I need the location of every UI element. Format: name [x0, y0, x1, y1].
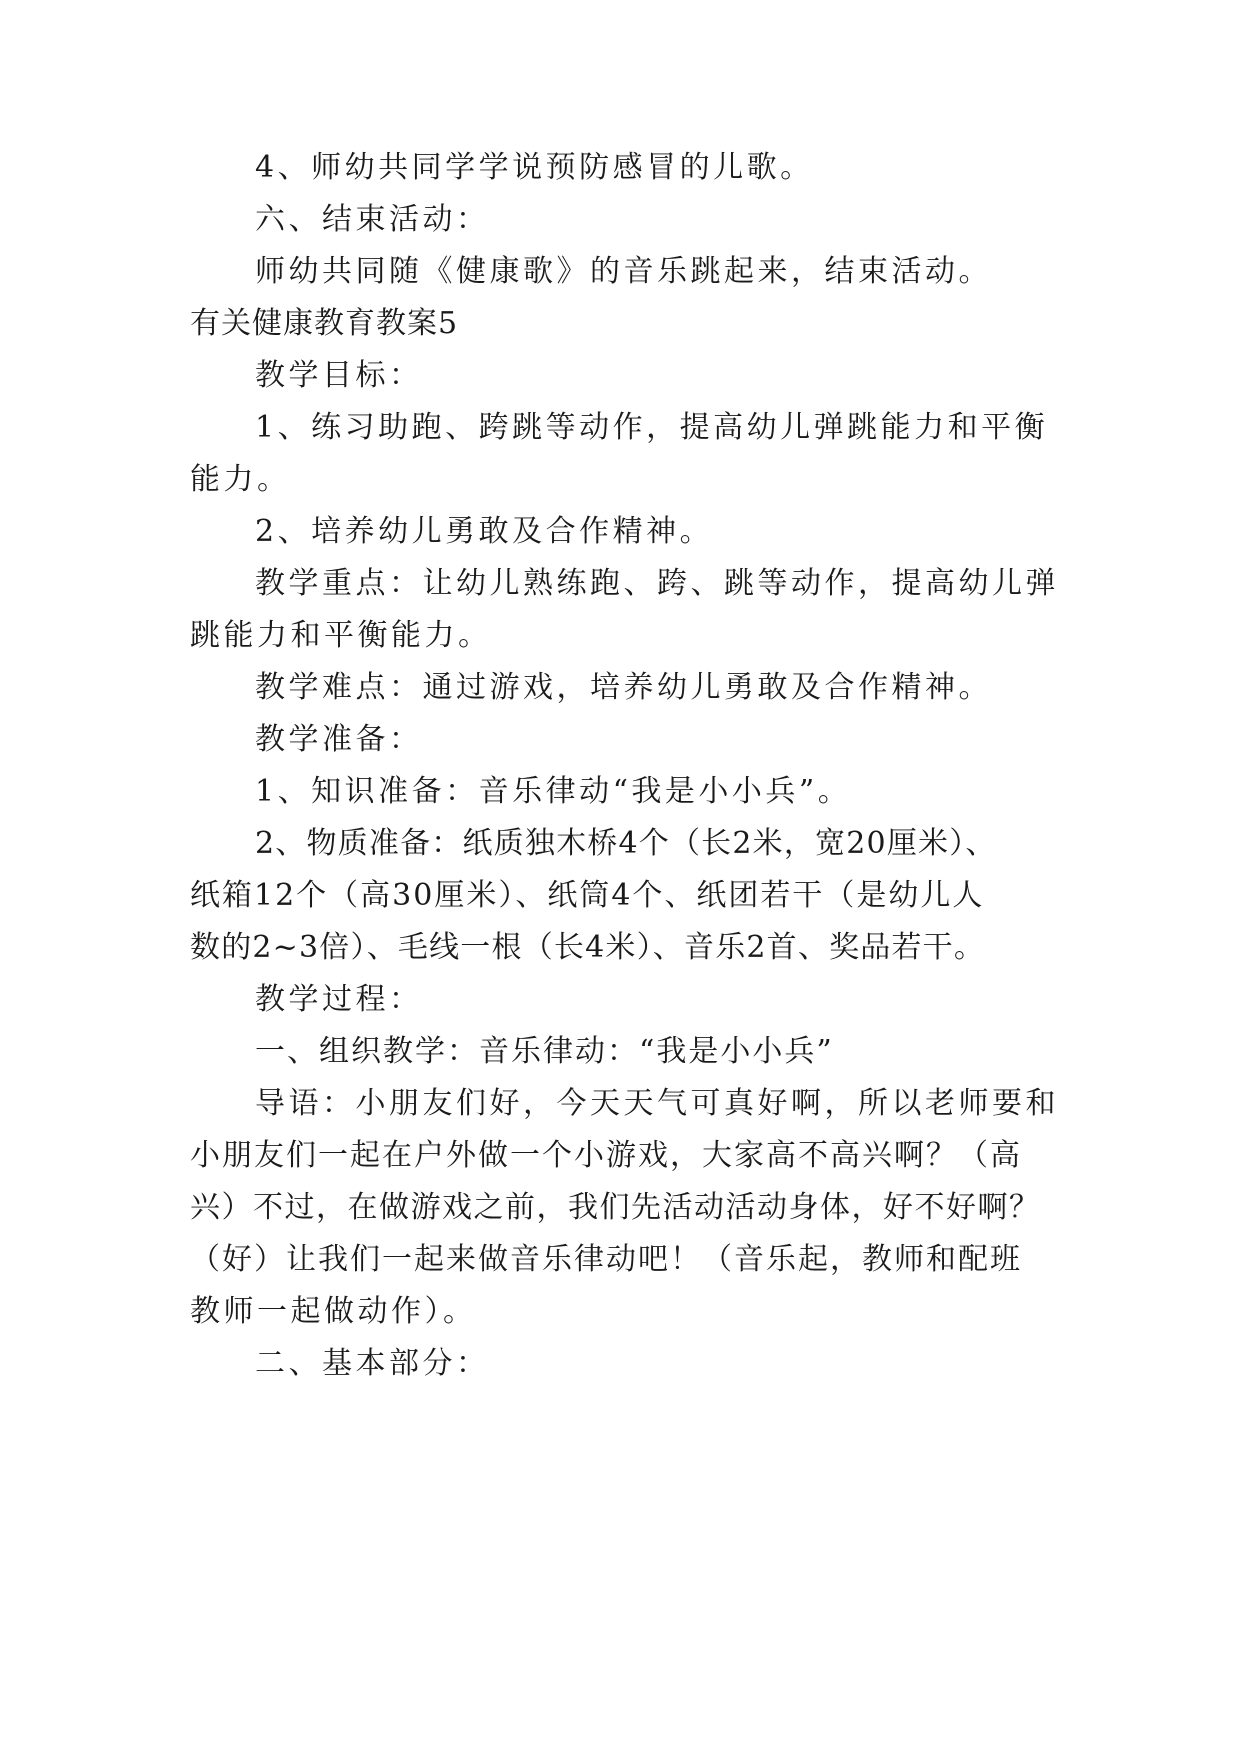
paragraph-line: 小朋友们一起在户外做一个小游戏，大家高不高兴啊？（高	[190, 1138, 1022, 1173]
section-heading: 教学准备：	[255, 722, 423, 757]
paragraph-line: 2、物质准备：纸质独木桥4个（长2米，宽20厘米）、	[255, 826, 997, 861]
section-heading: 教学过程：	[255, 982, 423, 1017]
section-heading: 教学目标：	[255, 358, 423, 393]
paragraph-line: 师幼共同随《健康歌》的音乐跳起来，结束活动。	[255, 254, 992, 289]
paragraph-line: 跳能力和平衡能力。	[190, 618, 492, 653]
section-heading: 六、结束活动：	[255, 202, 490, 237]
paragraph-line: 一、组织教学：音乐律动：“我是小小兵”	[255, 1034, 834, 1069]
paragraph-line: 数的2~3倍）、毛线一根（长4米）、音乐2首、奖品若干。	[190, 930, 986, 965]
paragraph-line: 纸箱12个（高30厘米）、纸筒4个、纸团若干（是幼儿人	[190, 878, 985, 913]
paragraph-line: 教学重点：让幼儿熟练跑、跨、跳等动作，提高幼儿弹	[255, 566, 1059, 601]
paragraph-line: 2、培养幼儿勇敢及合作精神。	[255, 514, 714, 549]
paragraph-line: 1、练习助跑、跨跳等动作，提高幼儿弹跳能力和平衡	[255, 410, 1049, 445]
paragraph-line: 4、师幼共同学学说预防感冒的儿歌。	[255, 150, 814, 185]
paragraph-line: 导语：小朋友们好，今天天气可真好啊，所以老师要和	[255, 1086, 1059, 1121]
paragraph-line: 教学难点：通过游戏，培养幼儿勇敢及合作精神。	[255, 670, 992, 705]
paragraph-line: 1、知识准备：音乐律动“我是小小兵”。	[255, 774, 852, 809]
document-title: 有关健康教育教案5	[190, 306, 459, 341]
paragraph-line: 兴）不过，在做游戏之前，我们先活动活动身体，好不好啊？	[190, 1190, 1041, 1225]
paragraph-line: 能力。	[190, 462, 291, 497]
paragraph-line: （好）让我们一起来做音乐律动吧！（音乐起，教师和配班	[190, 1242, 1022, 1277]
paragraph-line: 教师一起做动作）。	[190, 1294, 477, 1329]
section-heading: 二、基本部分：	[255, 1346, 490, 1381]
